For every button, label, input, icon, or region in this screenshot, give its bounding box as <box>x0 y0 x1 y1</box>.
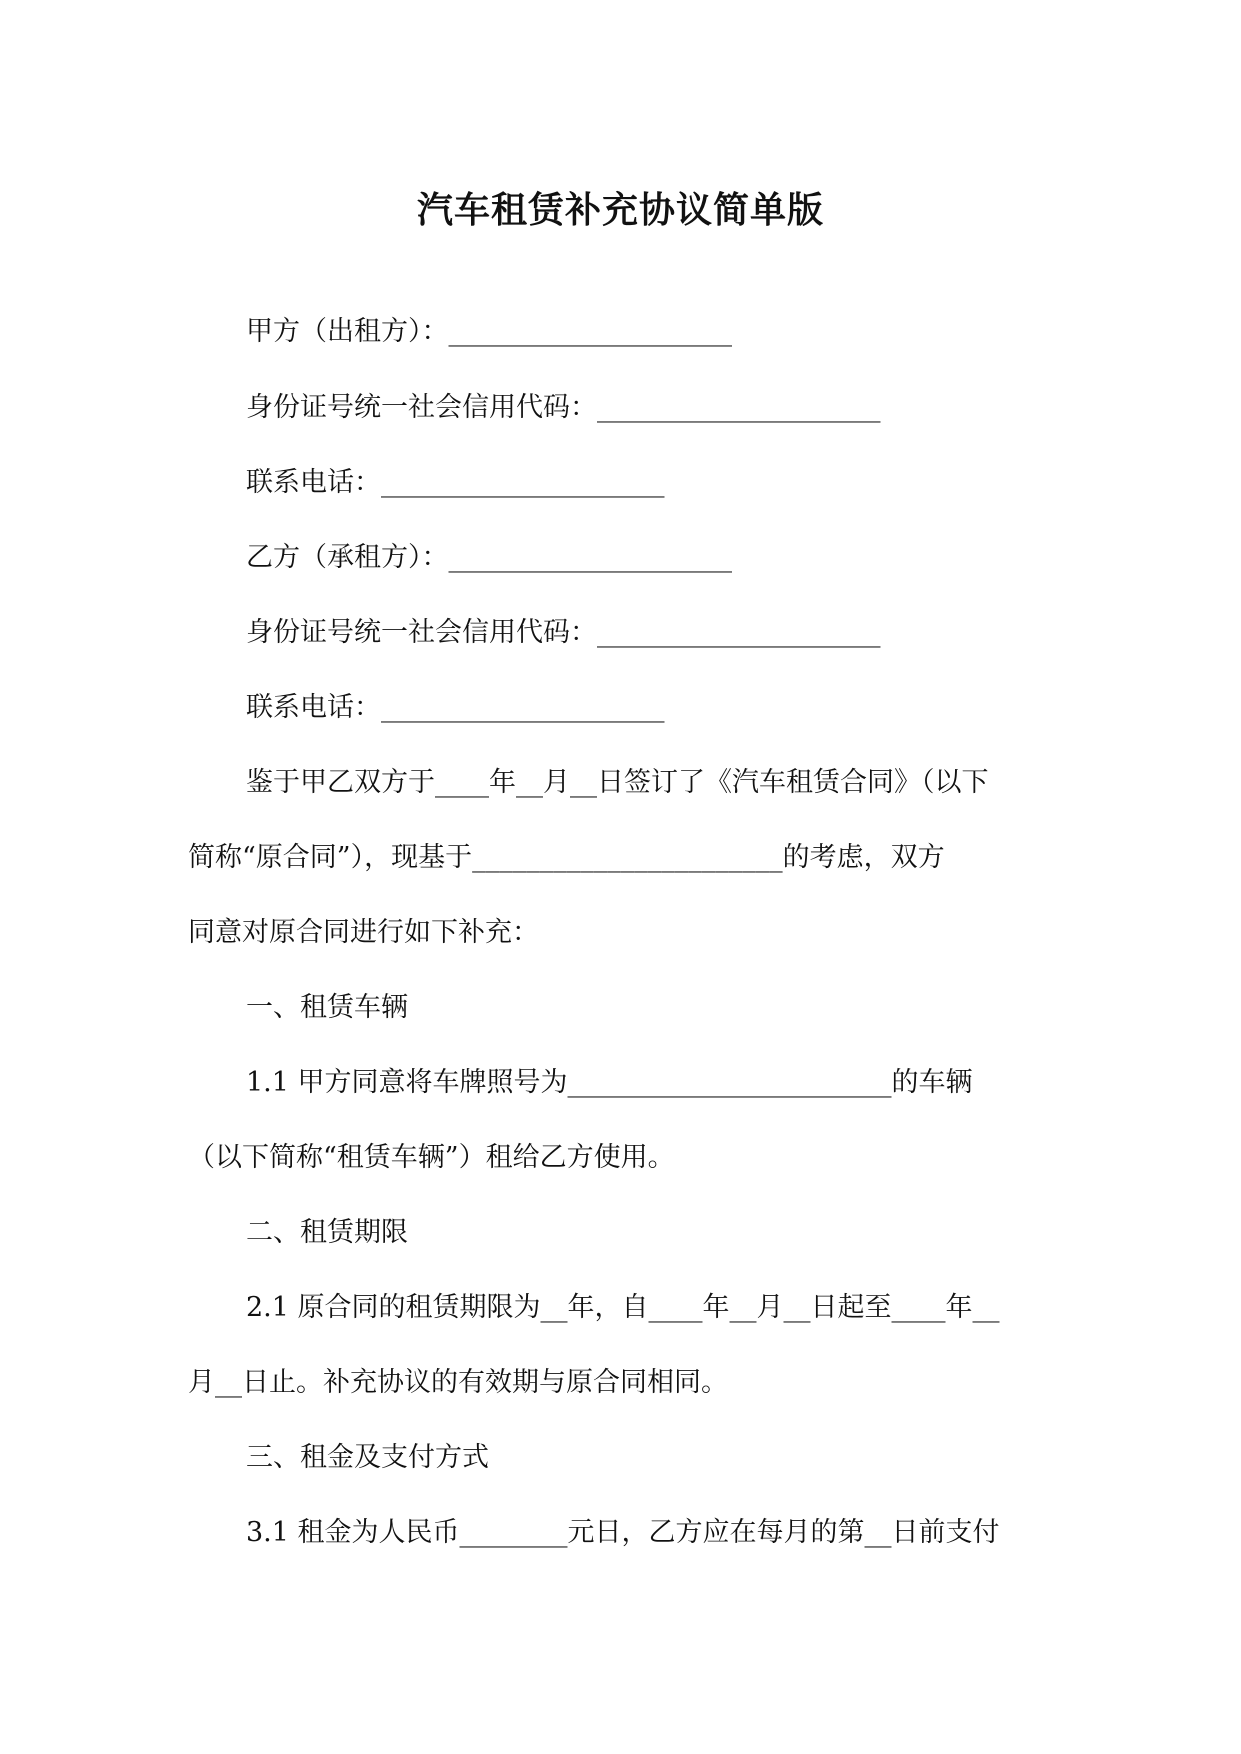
clause-3-1-line-1: 3.1 租金为人民币________元日，乙方应在每月的第__日前支付 <box>246 1517 1000 1548</box>
party-b-phone-line: 联系电话：_____________________ <box>246 692 665 723</box>
party-a-phone-line: 联系电话：_____________________ <box>246 467 665 498</box>
party-b-id-line: 身份证号统一社会信用代码：_____________________ <box>246 617 881 648</box>
party-b-name-line: 乙方（承租方）：_____________________ <box>246 542 732 573</box>
preamble-line-3: 同意对原合同进行如下补充： <box>188 917 539 948</box>
party-a-name-line: 甲方（出租方）：_____________________ <box>246 316 732 347</box>
preamble-line-2: 简称“原合同”），现基于_______________________的考虑，双方 <box>188 842 945 873</box>
clause-1-1-line-2: （以下简称“租赁车辆”）租给乙方使用。 <box>188 1142 675 1173</box>
clause-1-1-line-1: 1.1 甲方同意将车牌照号为________________________的车辆 <box>246 1067 973 1098</box>
document-title: 汽车租赁补充协议简单版 <box>416 189 824 231</box>
clause-2-1-line-2: 月__日止。补充协议的有效期与原合同相同。 <box>188 1367 728 1398</box>
clause-2-1-line-1: 2.1 原合同的租赁期限为__年，自____年__月__日起至____年__ <box>246 1292 1000 1323</box>
section-2-heading: 二、租赁期限 <box>246 1217 408 1248</box>
party-a-id-line: 身份证号统一社会信用代码：_____________________ <box>246 392 881 423</box>
section-1-heading: 一、租赁车辆 <box>246 992 408 1023</box>
preamble-line-1: 鉴于甲乙双方于____年__月__日签订了《汽车租赁合同》（以下 <box>246 767 989 798</box>
section-3-heading: 三、租金及支付方式 <box>246 1442 489 1473</box>
